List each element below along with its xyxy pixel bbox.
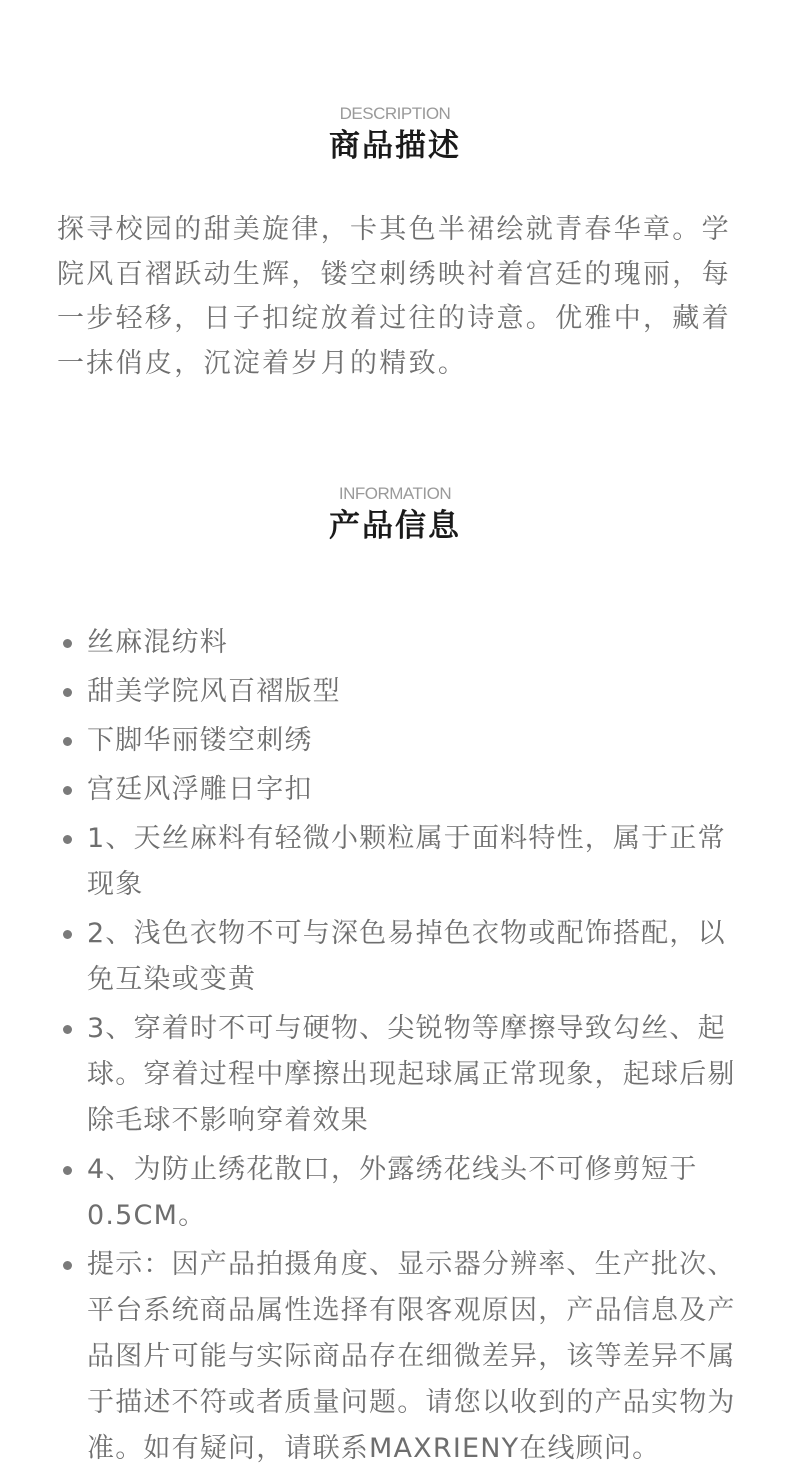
list-item [58, 1006, 748, 1144]
list-item [58, 669, 748, 715]
list-item-text: 甜美学院风百褶版型 [87, 676, 341, 707]
list-item-text: 1、天丝麻料有轻微小颗粒属于面料特性，属于正常现象 [87, 823, 726, 900]
list-item [58, 767, 748, 813]
description-en-label: DESCRIPTION [339, 104, 451, 123]
description-title: 商品描述 [329, 128, 461, 164]
list-item-text: 下脚华丽镂空刺绣 [87, 725, 313, 756]
list-item-text: 4、为防止绣花散口，外露绣花线头不可修剪短于0.5CM。 [87, 1154, 698, 1231]
list-item-text: 3、穿着时不可与硬物、尖锐物等摩擦导致勾丝、起球。穿着过程中摩擦出现起球属正常现象，起球后剔除毛球不影响穿着效果 [87, 1013, 736, 1136]
bullet-dot-icon [63, 688, 72, 697]
bullet-dot-icon [63, 1166, 72, 1175]
list-item [58, 718, 748, 764]
bullet-dot-icon [63, 835, 72, 844]
list-item-text: 宫廷风浮雕日字扣 [87, 774, 313, 805]
list-item [58, 816, 748, 908]
list-item [58, 1242, 748, 1472]
bullet-dot-icon [63, 737, 72, 746]
information-title: 产品信息 [329, 508, 461, 544]
list-item-text: 2、浅色衣物不可与深色易掉色衣物或配饰搭配，以免互染或变黄 [87, 918, 726, 995]
description-header [0, 104, 790, 166]
bullet-dot-icon [63, 786, 72, 795]
information-list [58, 620, 748, 1475]
list-item-text: 提示：因产品拍摄角度、显示器分辨率、生产批次、平台系统商品属性选择有限客观原因，产品信息及产品图片可能与实际商品存在细微差异，该等差异不属于描述不符或者质量问题。请您以收到的产品实物为准。如有疑问，请联系MAXRIENY在线顾问。 [87, 1249, 736, 1464]
list-item [58, 911, 748, 1003]
bullet-dot-icon [63, 1025, 72, 1034]
description-text: 探寻校园的甜美旋律，卡其色半裙绘就青春华章。学院风百褶跃动生辉，镂空刺绣映衬着宫廷的瑰丽，每一步轻移，日子扣绽放着过往的诗意。优雅中，藏着一抹俏皮，沉淀着岁月的精致。 [57, 214, 731, 379]
list-item-text: 丝麻混纺料 [87, 627, 228, 658]
bullet-dot-icon [63, 930, 72, 939]
list-item [58, 620, 748, 666]
information-header [0, 484, 790, 546]
bullet-dot-icon [63, 1261, 72, 1270]
information-en-label: INFORMATION [338, 484, 452, 503]
list-item [58, 1147, 748, 1239]
bullet-dot-icon [63, 639, 72, 648]
